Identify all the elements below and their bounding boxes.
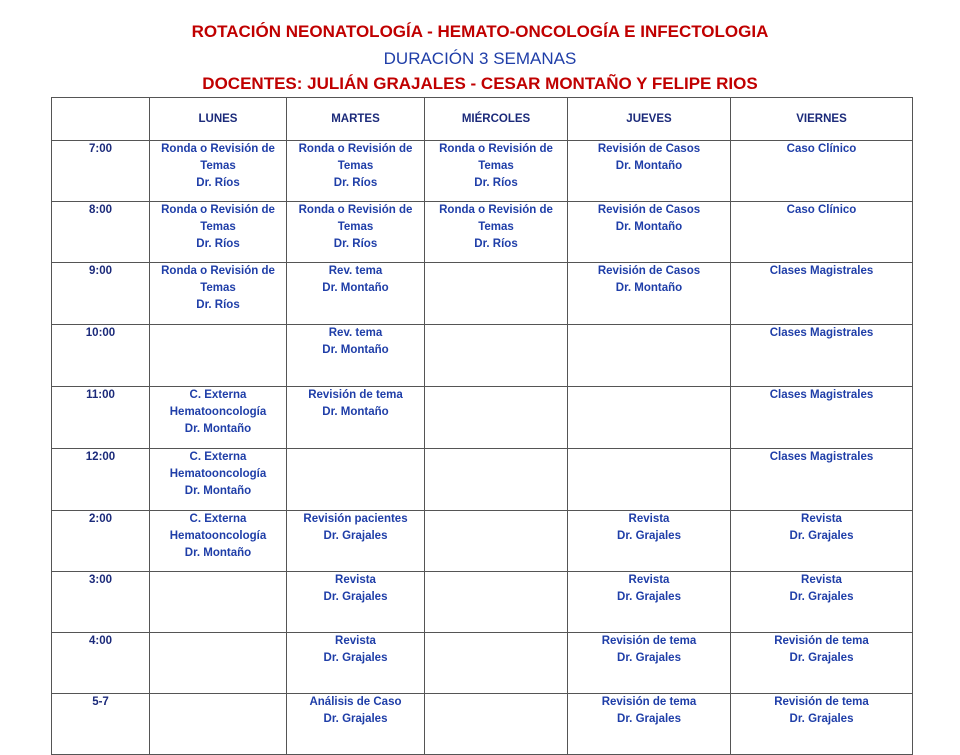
teacher-label: Dr. Ríos	[474, 177, 518, 189]
activity-label: Revista	[335, 635, 376, 647]
schedule-cell-viernes	[731, 449, 913, 511]
table-row	[52, 202, 913, 263]
schedule-cell-viernes	[731, 325, 913, 387]
activity-label: Revista	[801, 513, 842, 525]
activity-label: C. Externa Hematooncología	[169, 451, 267, 480]
teacher-label: Dr. Grajales	[617, 713, 681, 725]
column-header-martes: MARTES	[287, 98, 425, 141]
activity-label: Caso Clínico	[786, 143, 857, 155]
title-rotation: ROTACIÓN NEONATOLOGÍA - HEMATO-ONCOLOGÍA E INFECTOLOGIA	[191, 22, 769, 41]
activity-label: Ronda o Revisión de Temas	[439, 143, 553, 172]
schedule-cell-miercoles	[425, 141, 568, 202]
schedule-cell-martes	[287, 633, 425, 694]
activity-label: Clases Magistrales	[769, 451, 874, 463]
schedule-cell-miercoles	[425, 572, 568, 633]
schedule-cell-miercoles	[425, 202, 568, 263]
schedule-cell-martes	[287, 511, 425, 572]
table-row	[52, 572, 913, 633]
activity-label: Revista	[628, 513, 670, 525]
schedule-cell-jueves	[568, 633, 731, 694]
schedule-cell-miercoles	[425, 694, 568, 755]
teacher-label: Dr. Montaño	[615, 221, 683, 233]
schedule-cell-jueves	[568, 263, 731, 325]
schedule-cell-martes	[287, 572, 425, 633]
schedule-cell-lunes	[150, 694, 287, 755]
activity-label: Caso Clínico	[786, 204, 857, 216]
teacher-label: Dr. Grajales	[323, 652, 388, 664]
teacher-label: Dr. Grajales	[789, 530, 854, 542]
schedule-cell-lunes	[150, 449, 287, 511]
teacher-label: Dr. Montaño	[615, 160, 683, 172]
teacher-label: Dr. Grajales	[323, 530, 388, 542]
activity-label: Revisión de tema	[601, 696, 697, 708]
activity-label: Rev. tema	[328, 327, 383, 339]
time-cell: 8:00	[52, 202, 150, 263]
table-row	[52, 387, 913, 449]
teacher-label: Dr. Montaño	[184, 485, 252, 497]
schedule-cell-miercoles	[425, 325, 568, 387]
activity-label: Revisión de tema	[601, 635, 697, 647]
teacher-label: Dr. Ríos	[196, 238, 240, 250]
teacher-label: Dr. Ríos	[196, 177, 240, 189]
schedule-cell-lunes	[150, 263, 287, 325]
schedule-cell-miercoles	[425, 511, 568, 572]
schedule-cell-jueves	[568, 449, 731, 511]
schedule-cell-lunes	[150, 202, 287, 263]
activity-label: C. Externa Hematooncología	[169, 513, 267, 542]
schedule-cell-viernes	[731, 633, 913, 694]
schedule-cell-lunes	[150, 633, 287, 694]
schedule-cell-viernes	[731, 694, 913, 755]
schedule-cell-martes	[287, 325, 425, 387]
teacher-label: Dr. Montaño	[322, 344, 389, 356]
teacher-label: Dr. Grajales	[617, 591, 681, 603]
time-cell: 4:00	[52, 633, 150, 694]
time-cell: 7:00	[52, 141, 150, 202]
activity-label: Revisión de Casos	[597, 265, 701, 277]
teacher-label: Dr. Montaño	[184, 547, 252, 559]
title-duration: DURACIÓN 3 SEMANAS	[383, 49, 577, 68]
activity-label: C. Externa Hematooncología	[169, 389, 267, 418]
activity-label: Revisión de Casos	[597, 204, 701, 216]
column-header-lunes: LUNES	[150, 98, 287, 141]
activity-label: Clases Magistrales	[769, 389, 874, 401]
schedule-cell-lunes	[150, 325, 287, 387]
activity-label: Análisis de Caso	[309, 696, 402, 708]
schedule-cell-lunes	[150, 387, 287, 449]
table-row	[52, 694, 913, 755]
schedule-cell-jueves	[568, 387, 731, 449]
activity-label: Clases Magistrales	[769, 327, 874, 339]
schedule-cell-lunes	[150, 511, 287, 572]
table-row	[52, 263, 913, 325]
teacher-label: Dr. Grajales	[323, 713, 388, 725]
schedule-cell-miercoles	[425, 449, 568, 511]
schedule-cell-miercoles	[425, 263, 568, 325]
schedule-cell-martes	[287, 202, 425, 263]
activity-label: Revista	[801, 574, 842, 586]
activity-label: Revisión de tema	[774, 635, 869, 647]
schedule-cell-lunes	[150, 141, 287, 202]
teacher-label: Dr. Ríos	[333, 238, 378, 250]
teacher-label: Dr. Montaño	[322, 406, 389, 418]
activity-label: Clases Magistrales	[769, 265, 874, 277]
activity-label: Ronda o Revisión de Temas	[161, 204, 275, 233]
schedule-cell-jueves	[568, 202, 731, 263]
schedule-cell-jueves	[568, 325, 731, 387]
schedule-cell-viernes	[731, 202, 913, 263]
time-cell: 2:00	[52, 511, 150, 572]
activity-label: Ronda o Revisión de Temas	[298, 143, 413, 172]
schedule-cell-martes	[287, 387, 425, 449]
time-cell: 10:00	[52, 325, 150, 387]
activity-label: Revisión de tema	[308, 389, 403, 401]
title-teachers: DOCENTES: JULIÁN GRAJALES - CESAR MONTAÑO Y FELIPE RIOS	[202, 74, 758, 93]
time-cell: 11:00	[52, 387, 150, 449]
time-cell: 5-7	[52, 694, 150, 755]
activity-label: Ronda o Revisión de Temas	[161, 143, 275, 172]
header-row	[52, 98, 913, 141]
column-header-miercoles: MIÉRCOLES	[425, 98, 568, 141]
column-header-jueves: JUEVES	[568, 98, 731, 141]
activity-label: Ronda o Revisión de Temas	[439, 204, 553, 233]
schedule-cell-lunes	[150, 572, 287, 633]
activity-label: Revisión pacientes	[303, 513, 408, 525]
table-row	[52, 633, 913, 694]
teacher-label: Dr. Grajales	[323, 591, 388, 603]
column-header-blank	[52, 98, 150, 141]
schedule-cell-miercoles	[425, 633, 568, 694]
time-cell: 12:00	[52, 449, 150, 511]
schedule-cell-viernes	[731, 141, 913, 202]
schedule-cell-viernes	[731, 511, 913, 572]
time-cell: 9:00	[52, 263, 150, 325]
schedule-cell-martes	[287, 141, 425, 202]
schedule-cell-viernes	[731, 572, 913, 633]
schedule-cell-jueves	[568, 141, 731, 202]
teacher-label: Dr. Grajales	[789, 591, 854, 603]
schedule-cell-jueves	[568, 511, 731, 572]
column-header-viernes: VIERNES	[731, 98, 913, 141]
teacher-label: Dr. Grajales	[789, 713, 854, 725]
activity-label: Ronda o Revisión de Temas	[161, 265, 275, 294]
activity-label: Revista	[628, 574, 670, 586]
schedule-cell-jueves	[568, 694, 731, 755]
schedule-body	[52, 141, 913, 755]
table-row	[52, 511, 913, 572]
teacher-label: Dr. Montaño	[184, 423, 252, 435]
table-row	[52, 325, 913, 387]
teacher-label: Dr. Ríos	[196, 299, 240, 311]
schedule-cell-jueves	[568, 572, 731, 633]
teacher-label: Dr. Ríos	[474, 238, 518, 250]
activity-label: Rev. tema	[328, 265, 383, 277]
schedule-cell-martes	[287, 263, 425, 325]
schedule-cell-miercoles	[425, 387, 568, 449]
teacher-label: Dr. Grajales	[617, 652, 681, 664]
teacher-label: Dr. Grajales	[789, 652, 854, 664]
teacher-label: Dr. Montaño	[322, 282, 389, 294]
schedule-cell-viernes	[731, 387, 913, 449]
activity-label: Revista	[335, 574, 376, 586]
activity-label: Ronda o Revisión de Temas	[298, 204, 413, 233]
teacher-label: Dr. Montaño	[615, 282, 683, 294]
schedule-cell-martes	[287, 449, 425, 511]
time-cell: 3:00	[52, 572, 150, 633]
activity-label: Revisión de Casos	[597, 143, 701, 155]
activity-label: Revisión de tema	[774, 696, 869, 708]
schedule-cell-martes	[287, 694, 425, 755]
teacher-label: Dr. Ríos	[333, 177, 378, 189]
schedule-cell-viernes	[731, 263, 913, 325]
table-row	[52, 449, 913, 511]
table-row	[52, 141, 913, 202]
schedule-table	[51, 97, 913, 755]
teacher-label: Dr. Grajales	[617, 530, 681, 542]
